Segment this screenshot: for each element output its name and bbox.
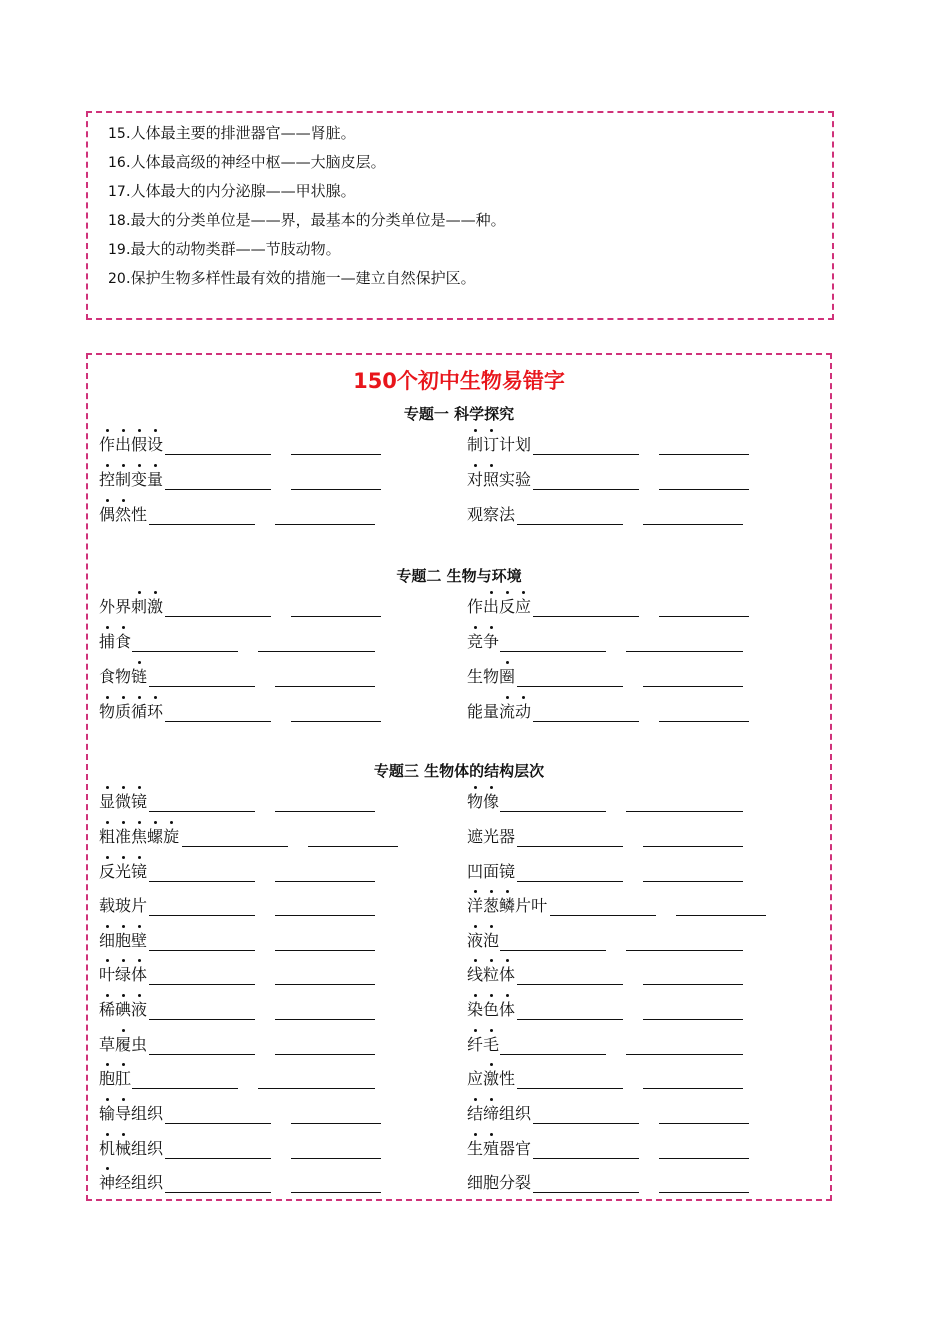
- word-item: [467, 896, 547, 916]
- word-text: 控制变量: [99, 470, 164, 489]
- answer-blank[interactable]: [182, 846, 288, 847]
- answer-blank[interactable]: [643, 881, 744, 882]
- word-item: [99, 702, 163, 722]
- word-text: 载玻片: [99, 896, 148, 915]
- word-item: [99, 505, 147, 525]
- word-item: [99, 1173, 163, 1193]
- answer-blank[interactable]: [275, 1054, 376, 1055]
- answer-blank[interactable]: [533, 489, 639, 490]
- answer-blank[interactable]: [626, 811, 743, 812]
- answer-blank[interactable]: [517, 1019, 623, 1020]
- word-item: [467, 632, 499, 652]
- word-text: 洋葱鳞片叶: [467, 896, 548, 915]
- answer-blank[interactable]: [149, 1019, 255, 1020]
- word-text: 对照实验: [467, 470, 532, 489]
- word-item: [467, 1069, 515, 1089]
- answer-blank[interactable]: [149, 881, 255, 882]
- fact-item: [108, 152, 386, 173]
- section-title: 专题三 生物体的结构层次: [373, 762, 545, 780]
- word-text: 纤毛: [467, 1035, 500, 1054]
- answer-blank[interactable]: [500, 651, 606, 652]
- answer-blank[interactable]: [165, 1192, 271, 1193]
- facts-box: [86, 111, 834, 320]
- word-text: 输导组织: [99, 1104, 164, 1123]
- word-text: 叶绿体: [99, 965, 148, 984]
- word-text: 生殖器官: [467, 1139, 532, 1158]
- answer-blank[interactable]: [291, 1192, 381, 1193]
- fact-number: 17: [108, 184, 126, 200]
- word-item: [99, 597, 163, 617]
- answer-blank[interactable]: [517, 1088, 623, 1089]
- fact-item: [108, 181, 356, 202]
- word-item: [467, 1035, 499, 1055]
- answer-blank[interactable]: [291, 1158, 381, 1159]
- word-item: [467, 1173, 531, 1193]
- answer-blank[interactable]: [275, 915, 376, 916]
- word-item: [99, 792, 147, 812]
- section-title: 专题二 生物与环境: [396, 567, 522, 585]
- answer-blank[interactable]: [659, 1123, 749, 1124]
- word-item: [99, 1035, 147, 1055]
- answer-blank[interactable]: [165, 454, 271, 455]
- answer-blank[interactable]: [258, 651, 375, 652]
- word-text: 作出假设: [99, 435, 164, 454]
- answer-blank[interactable]: [291, 489, 381, 490]
- word-item: [467, 470, 531, 490]
- word-text: 液泡: [467, 931, 500, 950]
- word-text: 遮光器: [467, 827, 516, 846]
- answer-blank[interactable]: [643, 1088, 744, 1089]
- answer-blank[interactable]: [165, 1158, 271, 1159]
- word-text: 外界刺激: [99, 597, 164, 616]
- answer-blank[interactable]: [500, 950, 606, 951]
- answer-blank[interactable]: [533, 1158, 639, 1159]
- answer-blank[interactable]: [149, 524, 255, 525]
- answer-blank[interactable]: [659, 616, 749, 617]
- word-item: [99, 965, 147, 985]
- word-text: 细胞分裂: [467, 1173, 532, 1192]
- answer-blank[interactable]: [149, 915, 255, 916]
- answer-blank[interactable]: [275, 811, 376, 812]
- word-item: [467, 505, 515, 525]
- fact-text: .人体最主要的排泄器官——肾脏。: [125, 124, 356, 142]
- word-text: 制订计划: [467, 435, 532, 454]
- word-item: [99, 435, 163, 455]
- answer-blank[interactable]: [275, 524, 376, 525]
- word-text: 竞争: [467, 632, 500, 651]
- answer-blank[interactable]: [275, 881, 376, 882]
- word-text: 食物链: [99, 667, 148, 686]
- answer-blank[interactable]: [132, 1088, 238, 1089]
- word-item: [467, 667, 515, 687]
- word-item: [467, 862, 515, 882]
- word-text: 染色体: [467, 1000, 516, 1019]
- fact-text: .人体最大的内分泌腺——甲状腺。: [125, 182, 356, 200]
- word-item: [467, 1104, 531, 1124]
- answer-blank[interactable]: [500, 1054, 606, 1055]
- word-item: [467, 965, 515, 985]
- fact-number: 18: [108, 213, 126, 229]
- answer-blank[interactable]: [676, 915, 766, 916]
- answer-blank[interactable]: [291, 721, 381, 722]
- answer-blank[interactable]: [165, 616, 271, 617]
- answer-blank[interactable]: [626, 651, 743, 652]
- word-text: 粗准焦螺旋: [99, 827, 180, 846]
- answer-blank[interactable]: [517, 881, 623, 882]
- fact-number: 19: [108, 242, 126, 258]
- word-text: 捕食: [99, 632, 132, 651]
- answer-blank[interactable]: [533, 721, 639, 722]
- word-item: [99, 896, 147, 916]
- answer-blank[interactable]: [517, 686, 623, 687]
- answer-blank[interactable]: [517, 524, 623, 525]
- word-text: 稀碘液: [99, 1000, 148, 1019]
- word-item: [99, 667, 147, 687]
- word-item: [467, 827, 515, 847]
- answer-blank[interactable]: [149, 811, 255, 812]
- answer-blank[interactable]: [626, 1054, 743, 1055]
- answer-blank[interactable]: [659, 1192, 749, 1193]
- answer-blank[interactable]: [659, 454, 749, 455]
- answer-blank[interactable]: [659, 1158, 749, 1159]
- answer-blank[interactable]: [533, 1192, 639, 1193]
- word-text: 能量流动: [467, 702, 532, 721]
- answer-blank[interactable]: [165, 1123, 271, 1124]
- answer-blank[interactable]: [308, 846, 398, 847]
- answer-blank[interactable]: [149, 686, 255, 687]
- fact-text: .人体最高级的神经中枢——大脑皮层。: [125, 153, 386, 171]
- answer-blank[interactable]: [258, 1088, 375, 1089]
- word-text: 反光镜: [99, 862, 148, 881]
- word-text: 观察法: [467, 505, 516, 524]
- answer-blank[interactable]: [149, 984, 255, 985]
- word-text: 结缔组织: [467, 1104, 532, 1123]
- answer-blank[interactable]: [517, 846, 623, 847]
- word-item: [99, 931, 147, 951]
- answer-blank[interactable]: [149, 1054, 255, 1055]
- word-item: [99, 862, 147, 882]
- answer-blank[interactable]: [643, 686, 744, 687]
- word-text: 线粒体: [467, 965, 516, 984]
- word-item: [99, 1104, 163, 1124]
- answer-blank[interactable]: [165, 489, 271, 490]
- answer-blank[interactable]: [275, 1019, 376, 1020]
- answer-blank[interactable]: [291, 454, 381, 455]
- word-item: [99, 1000, 147, 1020]
- fact-text: .保护生物多样性最有效的措施一—建立自然保护区。: [125, 269, 476, 287]
- answer-blank[interactable]: [659, 721, 749, 722]
- word-item: [467, 1139, 531, 1159]
- word-item: [99, 827, 179, 847]
- fact-item: [108, 210, 506, 231]
- fact-item: [108, 268, 476, 289]
- word-text: 显微镜: [99, 792, 148, 811]
- answer-blank[interactable]: [165, 721, 271, 722]
- word-item: [467, 597, 531, 617]
- word-text: 作出反应: [467, 597, 532, 616]
- answer-blank[interactable]: [291, 616, 381, 617]
- answer-blank[interactable]: [643, 524, 744, 525]
- fact-number: 20: [108, 271, 126, 287]
- answer-blank[interactable]: [275, 950, 376, 951]
- word-item: [99, 1139, 163, 1159]
- word-item: [99, 632, 131, 652]
- word-text: 凹面镜: [467, 862, 516, 881]
- word-text: 物像: [467, 792, 500, 811]
- answer-blank[interactable]: [533, 1123, 639, 1124]
- typo-words-box: [86, 353, 832, 1201]
- answer-blank[interactable]: [533, 454, 639, 455]
- section-title: 专题一 科学探究: [403, 405, 515, 423]
- answer-blank[interactable]: [550, 915, 656, 916]
- answer-blank[interactable]: [533, 616, 639, 617]
- word-text: 草履虫: [99, 1035, 148, 1054]
- word-text: 神经组织: [99, 1173, 164, 1192]
- word-item: [99, 470, 163, 490]
- fact-item: [108, 239, 341, 260]
- word-text: 偶然性: [99, 505, 148, 524]
- word-item: [467, 435, 531, 455]
- answer-blank[interactable]: [132, 651, 238, 652]
- answer-blank[interactable]: [517, 984, 623, 985]
- word-item: [99, 1069, 131, 1089]
- answer-blank[interactable]: [275, 686, 376, 687]
- answer-blank[interactable]: [291, 1123, 381, 1124]
- answer-blank[interactable]: [149, 950, 255, 951]
- word-item: [467, 931, 499, 951]
- fact-number: 16: [108, 155, 126, 171]
- answer-blank[interactable]: [275, 984, 376, 985]
- main-title: 150个初中生物易错字: [353, 369, 565, 393]
- word-item: [467, 1000, 515, 1020]
- answer-blank[interactable]: [643, 984, 744, 985]
- fact-text: .最大的分类单位是——界，最基本的分类单位是——种。: [125, 211, 506, 229]
- word-item: [467, 792, 499, 812]
- fact-item: [108, 123, 356, 144]
- answer-blank[interactable]: [626, 950, 743, 951]
- word-text: 应激性: [467, 1069, 516, 1088]
- answer-blank[interactable]: [500, 811, 606, 812]
- answer-blank[interactable]: [643, 846, 744, 847]
- fact-text: .最大的动物类群——节肢动物。: [125, 240, 341, 258]
- word-text: 生物圈: [467, 667, 516, 686]
- word-text: 机械组织: [99, 1139, 164, 1158]
- word-text: 物质循环: [99, 702, 164, 721]
- word-item: [467, 702, 531, 722]
- answer-blank[interactable]: [643, 1019, 744, 1020]
- word-text: 胞肛: [99, 1069, 132, 1088]
- fact-number: 15: [108, 126, 126, 142]
- answer-blank[interactable]: [659, 489, 749, 490]
- word-text: 细胞壁: [99, 931, 148, 950]
